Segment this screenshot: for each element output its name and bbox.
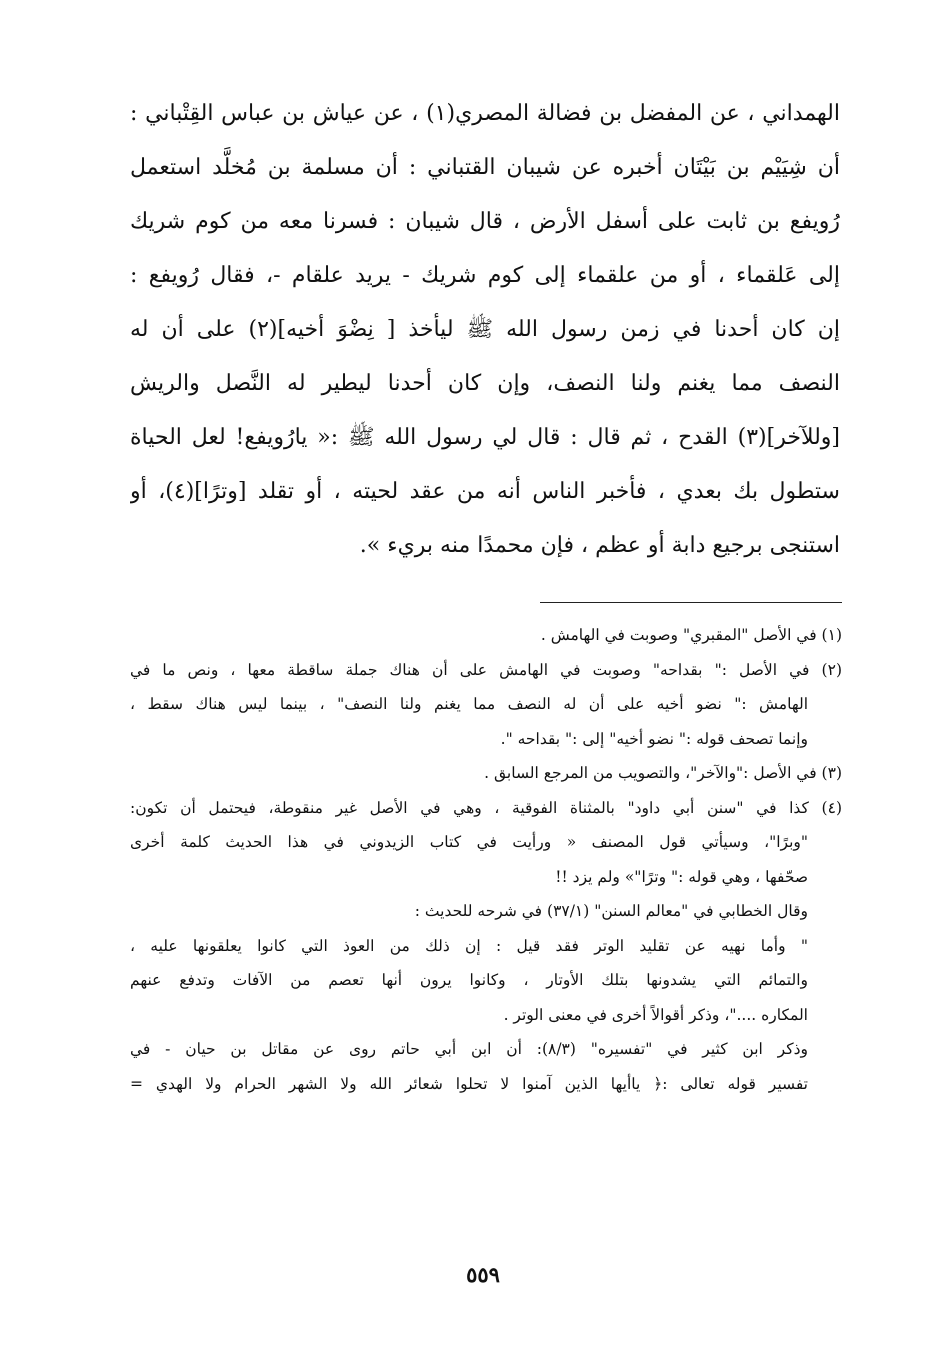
footnote-line: والتمائم التي يشدونها بتلك الأوتار ، وكانوا يرون أنها تعصم من الآفات وتدفع عنهم xyxy=(130,971,808,989)
main-text-line: ستطول بك بعدي ، فأخبر الناس أنه من عقد لحيته ، أو تقلد [وترًا](٤)، أو xyxy=(130,479,840,504)
footnote-line: (٤) كذا في "سنن أبي داود" بالمثناة الفوقية ، وهي في الأصل غير منقوطة، فيحتمل أن تكون: xyxy=(130,798,842,817)
main-text xyxy=(130,92,840,578)
footnote-line: صحّفها ، وهي قوله :" وترًا"» ولم يزد !! xyxy=(555,867,808,886)
footnote-line: الهامش :" نضو أخيه على أن له النصف مما يغنم ولنا النصف" ، بينما ليس هناك سقط ، xyxy=(130,695,808,713)
main-text-line: النصف مما يغنم ولنا النصف، وإن كان أحدنا ليطير له النَّصل والريش xyxy=(130,371,840,396)
main-text-line: [وللآخر](٣) القدح ، ثم قال : قال لي رسول الله ﷺ :« يارُويفع! لعل الحياة xyxy=(130,425,840,450)
page-number: ٥٥٩ xyxy=(466,1262,500,1287)
main-text-line: إلى عَلقماء ، أو من علقماء إلى كوم شريك - يريد علقام -، فقال رُويفع : xyxy=(130,263,840,288)
footnote-line: المكاره ...."، وذكر أقوالاً أخرى في معنى الوتر . xyxy=(503,1005,808,1024)
main-text-line: استنجى برجيع دابة أو عظم ، فإن محمدًا منه بريء ». xyxy=(359,533,840,558)
main-text-line: رُويفع بن ثابت على أسفل الأرض ، قال شيبان : فسرنا معه من كوم شريك xyxy=(130,209,840,234)
footnote-line: (١) في الأصل "المقبري" وصوبت في الهامش . xyxy=(540,626,842,644)
footnote-line: وإنما تصحف قوله :" نضو أخيه" إلى :" بقداحه ". xyxy=(500,729,808,748)
footnote-line: وذكر ابن كثير في "تفسيره" (٨/٣): أن ابن أبي حاتم روى عن مقاتل بن حيان - في xyxy=(130,1040,808,1058)
footnote-separator xyxy=(540,602,842,603)
footnote-line: "وبرًا"، وسيأتي قول المصنف « ورأيت في كتاب الزيدوني في هذا الحديث كلمة أخرى xyxy=(130,833,808,851)
footnote-line: " وأما نهيه عن تقليد الوتر فقد قيل : إن ذلك من العوذ التي كانوا يعلقونها عليه ، xyxy=(130,936,808,955)
footnote-line: تفسير قوله تعالى :﴿ ياأيها الذين آمنوا لا تحلوا شعائر الله ولا الشهر الحرام ولا الهدي = xyxy=(130,1074,808,1093)
main-text-line: إن كان أحدنا في زمن رسول الله ﷺ ليأخذ [ نِضْوَ أخيه](٢) على أن له xyxy=(130,317,840,342)
footnote-line: (٢) في الأصل :" بقداحه" وصوبت في الهامش على أن هناك جملة ساقطة معها ، ونص ما في xyxy=(130,660,842,679)
footnote-line: (٣) في الأصل :"والآخر"، والتصويب من المرجع السابق . xyxy=(484,764,842,782)
main-text-line: الهمداني ، عن المفضل بن فضالة المصري(١) ، عن عياش بن عباس القِتْباني : xyxy=(130,101,840,126)
main-text-line: أن شِيَيْم بن بَيْتَان أخبره عن شيبان القتباني : أن مسلمة بن مُخلَّد استعمل xyxy=(130,155,840,180)
footnote-line: وقال الخطابي في "معالم السنن" (٣٧/١) في شرحه للحديث : xyxy=(414,902,808,920)
footnotes xyxy=(130,618,842,1101)
